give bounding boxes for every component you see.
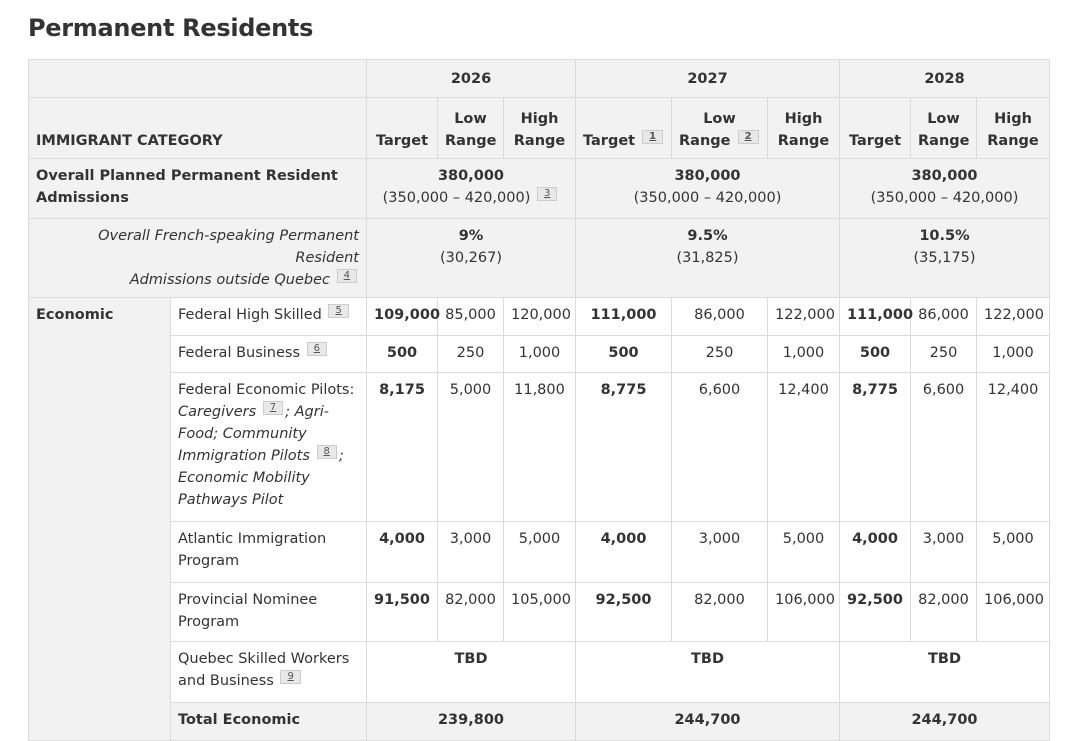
target-header: Target: [367, 98, 438, 159]
footnote-link[interactable]: 9: [280, 670, 300, 684]
total-economic-row: Total Economic 239,800 244,700 244,700: [29, 703, 1050, 741]
row-label: Provincial Nominee Program: [171, 583, 367, 642]
row-label: Total Economic: [171, 703, 367, 741]
low-range-header: Low Range: [438, 98, 504, 159]
page-title: Permanent Residents: [28, 14, 314, 42]
immigrant-category-header: IMMIGRANT CATEGORY: [29, 98, 367, 159]
footnote-link[interactable]: 2: [738, 130, 759, 144]
high-range-header: High Range: [504, 98, 576, 159]
french-row: [29, 219, 1050, 298]
table-row: Atlantic Immigration Program 4,000 3,000 5,000 4,000 3,000 5,000 4,000 3,000 5,000: [29, 522, 1050, 583]
overall-2026: 380,000 (350,000 – 420,000) 3: [367, 159, 576, 219]
high-range-header: High Range: [977, 98, 1050, 159]
high-range-header: High Range: [768, 98, 840, 159]
row-label: Federal Economic Pilots: Caregivers 7 ; Agri-Food; Community Immigration Pilots 8 ; Economic Mobility Pathways Pilot: [171, 373, 367, 522]
french-2028: 10.5% (35,175): [840, 219, 1050, 298]
year-2027: 2027: [576, 60, 840, 98]
footnote-link[interactable]: 5: [328, 304, 348, 318]
quebec-row: Quebec Skilled Workers and Business 9 TBD TBD TBD: [29, 642, 1050, 703]
table-row: Economic Federal High Skilled 5 109,000 85,000 120,000 111,000 86,000 122,000 111,000 86,000 122,000: [29, 298, 1050, 336]
low-range-header: Low Range 2: [672, 98, 768, 159]
french-label: Overall French-speaking Permanent Resident Admissions outside Quebec 4: [29, 219, 367, 298]
footnote-link[interactable]: 7: [263, 401, 283, 415]
table-row: Federal Economic Pilots: Caregivers 7 ; Agri-Food; Community Immigration Pilots 8 ; Economic Mobility Pathways Pilot 8,175 5,000 11,800 8,775 6,600 12,400 8,775 6,600 12,400: [29, 373, 1050, 522]
footnote-link[interactable]: 3: [537, 187, 557, 201]
year-2028: 2028: [840, 60, 1050, 98]
target-header: Target 1: [576, 98, 672, 159]
economic-label: Economic: [29, 298, 171, 741]
overall-label: Overall Planned Permanent Resident Admissions: [29, 159, 367, 219]
low-range-header: Low Range: [911, 98, 977, 159]
row-label: Quebec Skilled Workers and Business 9: [171, 642, 367, 703]
footnote-link[interactable]: 4: [337, 269, 357, 283]
column-header-row: [29, 98, 1050, 159]
footnote-link[interactable]: 1: [642, 130, 663, 144]
year-2026: 2026: [367, 60, 576, 98]
overall-2028: 380,000 (350,000 – 420,000): [840, 159, 1050, 219]
target-header: Target: [840, 98, 911, 159]
overall-2027: 380,000 (350,000 – 420,000): [576, 159, 840, 219]
footnote-link[interactable]: 6: [307, 342, 327, 356]
row-label: Federal High Skilled 5: [171, 298, 367, 336]
overall-row: [29, 159, 1050, 219]
footnote-link[interactable]: 8: [317, 445, 337, 459]
french-2026: 9% (30,267): [367, 219, 576, 298]
table-row: Federal Business 6 500 250 1,000 500 250 1,000 500 250 1,000: [29, 336, 1050, 373]
permanent-residents-table: [28, 59, 1050, 741]
row-label: Federal Business 6: [171, 336, 367, 373]
french-2027: 9.5% (31,825): [576, 219, 840, 298]
table-row: Provincial Nominee Program 91,500 82,000 105,000 92,500 82,000 106,000 92,500 82,000 106,000: [29, 583, 1050, 642]
row-label: Atlantic Immigration Program: [171, 522, 367, 583]
year-header-row: [29, 60, 1050, 98]
